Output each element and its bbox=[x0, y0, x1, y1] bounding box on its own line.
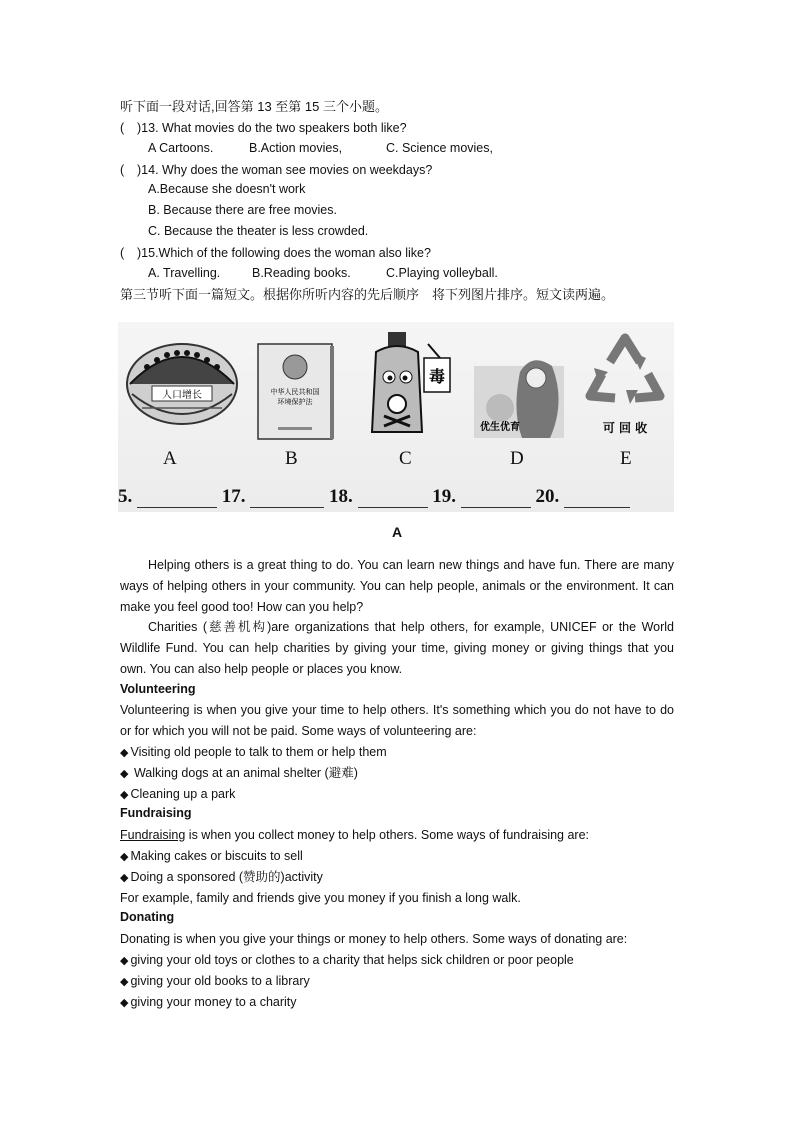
section-a-title: A bbox=[391, 524, 403, 540]
donating-bullet: ◆ giving your money to a charity bbox=[120, 994, 297, 1011]
answer-paren: ( bbox=[120, 121, 125, 135]
law-book-picture bbox=[250, 322, 340, 442]
blank-18-number: 18. bbox=[329, 486, 353, 507]
volunteering-bullet: ◆ Walking dogs at an animal shelter (避难) bbox=[120, 765, 358, 782]
poison-bottle-picture bbox=[356, 322, 456, 442]
picture-letter-b: B bbox=[285, 448, 298, 469]
q15-option-a: A. Travelling. bbox=[148, 266, 221, 280]
blank-20-line[interactable] bbox=[564, 489, 630, 508]
intro-line: 听下面一段对话,回答第 13 至第 15 三个小题。 bbox=[120, 99, 388, 114]
blank-17-number: 17. bbox=[221, 486, 246, 507]
picture-letter-e: E bbox=[620, 448, 632, 469]
blank-19-number: 19. bbox=[432, 486, 456, 507]
fundraising-bullet: ◆ Doing a sponsored (赞助的)activity bbox=[120, 869, 323, 886]
question-stem: )13. What movies do the two speakers both like? bbox=[137, 121, 407, 135]
q15-option-b: B.Reading books. bbox=[252, 266, 351, 280]
section3-instruction: 第三节听下面一篇短文。根据你所听内容的先后顺序 将下列图片排序。短文读两遍。 bbox=[120, 287, 615, 302]
q14-option-a: A.Because she doesn't work bbox=[148, 182, 306, 196]
mother-child-picture bbox=[470, 322, 570, 442]
volunteering-bullet: ◆ Cleaning up a park bbox=[120, 786, 235, 803]
blank-16-number: 5. bbox=[118, 486, 133, 507]
poison-label: 毒 bbox=[428, 367, 446, 386]
q14-option-c: C. Because the theater is less crowded. bbox=[148, 224, 369, 238]
question-15 bbox=[120, 245, 431, 261]
population-label: 人口增长 bbox=[162, 390, 202, 401]
donating-bullet: ◆ giving your old books to a library bbox=[120, 973, 310, 990]
passage-intro bbox=[120, 555, 674, 680]
question-stem: )15.Which of the following does the woman also like? bbox=[137, 246, 431, 260]
blank-18-line[interactable] bbox=[358, 489, 428, 508]
fundraising-definition: is when you collect money to help others. Some ways of fundraising are: bbox=[185, 828, 590, 842]
q14-option-b: B. Because there are free movies. bbox=[148, 203, 337, 217]
volunteering-bullet: ◆ Visiting old people to talk to them or help them bbox=[120, 744, 387, 761]
recycle-picture bbox=[580, 322, 670, 442]
question-13 bbox=[120, 120, 407, 136]
law-book-title-1: 中华人民共和国 bbox=[270, 388, 320, 396]
volunteering-text: Volunteering is when you give your time to help others. It's something which you do not have to do or for which you will not be paid. Some ways of volunteering are: bbox=[120, 703, 674, 738]
picture-letter-d: D bbox=[510, 448, 524, 469]
fundraising-bullet: ◆ Making cakes or biscuits to sell bbox=[120, 848, 303, 865]
law-book-title-2: 环境保护法 bbox=[277, 398, 313, 406]
paragraph-1: Helping others is a great thing to do. You can learn new things and have fun. There are many ways of helping others in your community. You can help people, animals or the environment. It can make you feel good too! How can you help? bbox=[120, 558, 674, 614]
blank-16-line[interactable] bbox=[137, 489, 217, 508]
q13-option-a: A Cartoons. bbox=[148, 141, 214, 155]
picture-letter-a: A bbox=[163, 448, 177, 469]
answer-paren: ( bbox=[120, 246, 125, 260]
population-growth-picture bbox=[122, 322, 242, 442]
picture-letter-c: C bbox=[399, 448, 412, 469]
q15-option-c: C.Playing volleyball. bbox=[386, 266, 498, 280]
paragraph-2: Charities (慈善机构)are organizations that help others, for example, UNICEF or the World Wildlife Fund. You can help charities by giving your time, giving money or giving things that you own. You can also help people or places you know. bbox=[120, 620, 674, 676]
volunteering-heading: Volunteering bbox=[120, 682, 196, 696]
fundraising-heading: Fundraising bbox=[120, 806, 192, 820]
question-stem: )14. Why does the woman see movies on weekdays? bbox=[137, 163, 433, 177]
q13-option-c: C. Science movies, bbox=[386, 141, 493, 155]
fundraising-text bbox=[120, 827, 589, 843]
donating-text: Donating is when you give your things or money to help others. Some ways of donating are: bbox=[120, 932, 628, 946]
question-14 bbox=[120, 162, 432, 178]
fundraising-underlined-word: Fundraising bbox=[120, 828, 186, 842]
donating-bullet: ◆ giving your old toys or clothes to a charity that helps sick children or poor people bbox=[120, 952, 574, 969]
answer-paren: ( bbox=[120, 163, 125, 177]
eugenics-label: 优生优育 bbox=[480, 422, 520, 433]
q13-option-b: B.Action movies, bbox=[249, 141, 343, 155]
donating-heading: Donating bbox=[120, 910, 175, 924]
blank-19-line[interactable] bbox=[461, 489, 531, 508]
blank-20-number: 20. bbox=[535, 486, 560, 507]
blank-17-line[interactable] bbox=[250, 489, 324, 508]
recyclable-label: 可 回 收 bbox=[602, 421, 648, 435]
fundraising-example: For example, family and friends give you money if you finish a long walk. bbox=[120, 891, 521, 905]
answer-blanks bbox=[118, 486, 658, 516]
